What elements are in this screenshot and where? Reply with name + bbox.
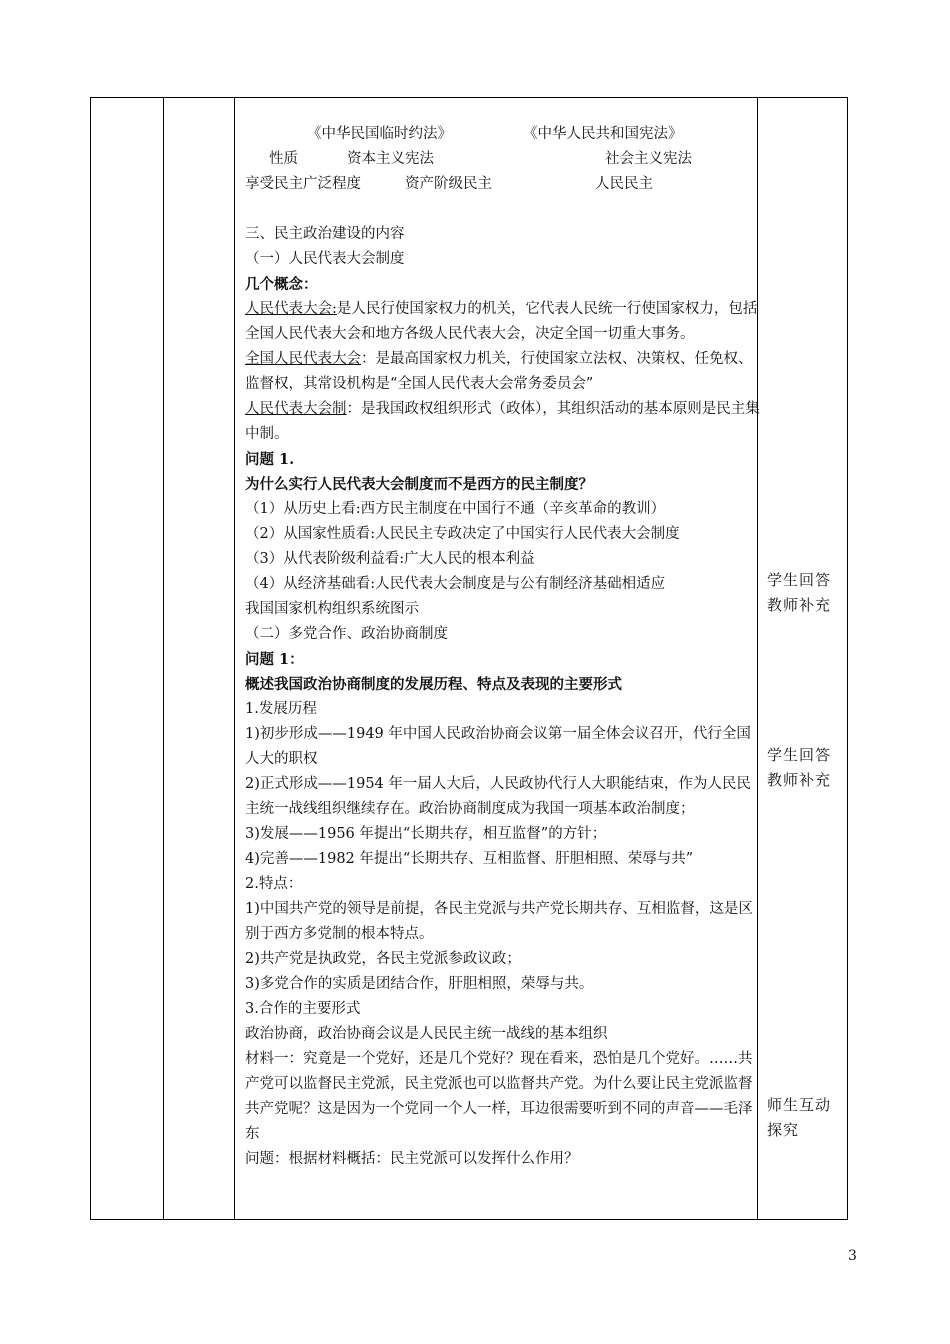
- row1-col2: 社会主义宪法: [605, 151, 692, 167]
- question-final: 问题：根据材料概括：民主党派可以发挥什么作用？: [245, 1151, 579, 1167]
- q1-point: 我国国家机构组织系统图示: [245, 601, 419, 617]
- row2-col2: 人民民主: [595, 176, 653, 192]
- column-divider-2: [234, 98, 235, 1219]
- row2-label: 享受民主广泛程度: [245, 176, 361, 192]
- concept-2: [245, 347, 761, 397]
- side-note: 师生互动探究: [767, 1096, 832, 1139]
- concepts-heading: 几个概念：: [245, 276, 318, 293]
- comparison-col1-title: 《中华民国临时约法》: [307, 126, 452, 142]
- form-text: 政治协商，政治协商会议是人民民主统一战线的基本组织: [245, 1026, 608, 1042]
- feat-heading: 2.特点：: [245, 876, 303, 892]
- feat-point: 2)共产党是执政党，各民主党派参政议政；: [245, 951, 521, 967]
- q2-text: 概述我国政治协商制度的发展历程、特点及表现的主要形式: [245, 676, 622, 693]
- concept1-term: 人民代表大会:: [245, 301, 337, 317]
- concept-3: [245, 397, 761, 447]
- teaching-content-cell: [245, 122, 761, 1172]
- q2-label: 问题 1：: [245, 651, 304, 668]
- sub2-heading: （二）多党合作、政治协商制度: [245, 626, 448, 642]
- column-divider-1: [163, 98, 164, 1219]
- comparison-header-row: [245, 122, 761, 147]
- row1-label: 性质: [269, 151, 298, 167]
- form-heading: 3.合作的主要形式: [245, 1001, 361, 1017]
- dev-point: 3)发展——1956 年提出“长期共存，相互监督”的方针；: [245, 826, 607, 842]
- row2-col1: 资产阶级民主: [405, 176, 492, 192]
- section3-heading: 三、民主政治建设的内容: [245, 226, 405, 242]
- dev-point: 1)初步形成——1949 年中国人民政治协商会议第一届全体会议召开，代行全国人大的职权: [245, 726, 751, 767]
- row1-col1: 资本主义宪法: [347, 151, 434, 167]
- dev-heading: 1.发展历程: [245, 701, 317, 717]
- concept2-term: 全国人民代表大会: [245, 351, 361, 367]
- q1-point: （1）从历史上看:西方民主制度在中国行不通（辛亥革命的教训）: [245, 501, 666, 517]
- lesson-plan-table: [90, 97, 848, 1220]
- concept3-text: ：是我国政权组织形式（政体），其组织活动的基本原则是民主集中制。: [245, 401, 760, 442]
- feat-point: 3)多党合作的实质是团结合作，肝胆相照，荣辱与共。: [245, 976, 594, 992]
- page-number: 3: [848, 1248, 857, 1264]
- concept-1: [245, 297, 761, 347]
- comparison-row-nature: [245, 147, 761, 172]
- comparison-col2-title: 《中华人民共和国宪法》: [523, 126, 683, 142]
- q1-point: （2）从国家性质看:人民民主专政决定了中国实行人民代表大会制度: [245, 526, 680, 542]
- feat-point: 1)中国共产党的领导是前提，各民主党派与共产党长期共存、互相监督，这是区别于西方多党制的根本特点。: [245, 901, 753, 942]
- q1-label: 问题 1.: [245, 451, 295, 468]
- material-1: 材料一：究竟是一个党好，还是几个党好？现在看来，恐怕是几个党好。……共产党可以监督民主党派，民主党派也可以监督共产党。为什么要让民主党派监督共产党呢？这是因为一个党同一个人一样，耳边很需要听到不同的声音——毛泽东: [245, 1051, 753, 1142]
- q1-point: （4）从经济基础看:人民代表大会制度是与公有制经济基础相适应: [245, 576, 666, 592]
- concept1-text: 是人民行使国家权力的机关，它代表人民统一行使国家权力，包括全国人民代表大会和地方各级人民代表大会，决定全国一切重大事务。: [245, 301, 758, 342]
- side-note: 学生回答教师补充: [767, 571, 832, 614]
- q1-text: 为什么实行人民代表大会制度而不是西方的民主制度？: [245, 476, 593, 493]
- comparison-row-democracy: [245, 172, 761, 197]
- concept3-term: 人民代表大会制: [245, 401, 347, 417]
- dev-point: 4)完善——1982 年提出“长期共存、互相监督、肝胆相照、荣辱与共”: [245, 851, 694, 867]
- side-note: 学生回答教师补充: [767, 746, 832, 789]
- concept2-text: ：是最高国家权力机关，行使国家立法权、决策权、任免权、监督权，其常设机构是“全国人民代表大会常务委员会”: [245, 351, 753, 392]
- q1-point: （3）从代表阶级利益看:广大人民的根本利益: [245, 551, 535, 567]
- dev-point: 2)正式形成——1954 年一届人大后，人民政协代行人大职能结束，作为人民民主统一战线组织继续存在。政治协商制度成为我国一项基本政治制度；: [245, 776, 751, 817]
- sub1-heading: （一）人民代表大会制度: [245, 251, 405, 267]
